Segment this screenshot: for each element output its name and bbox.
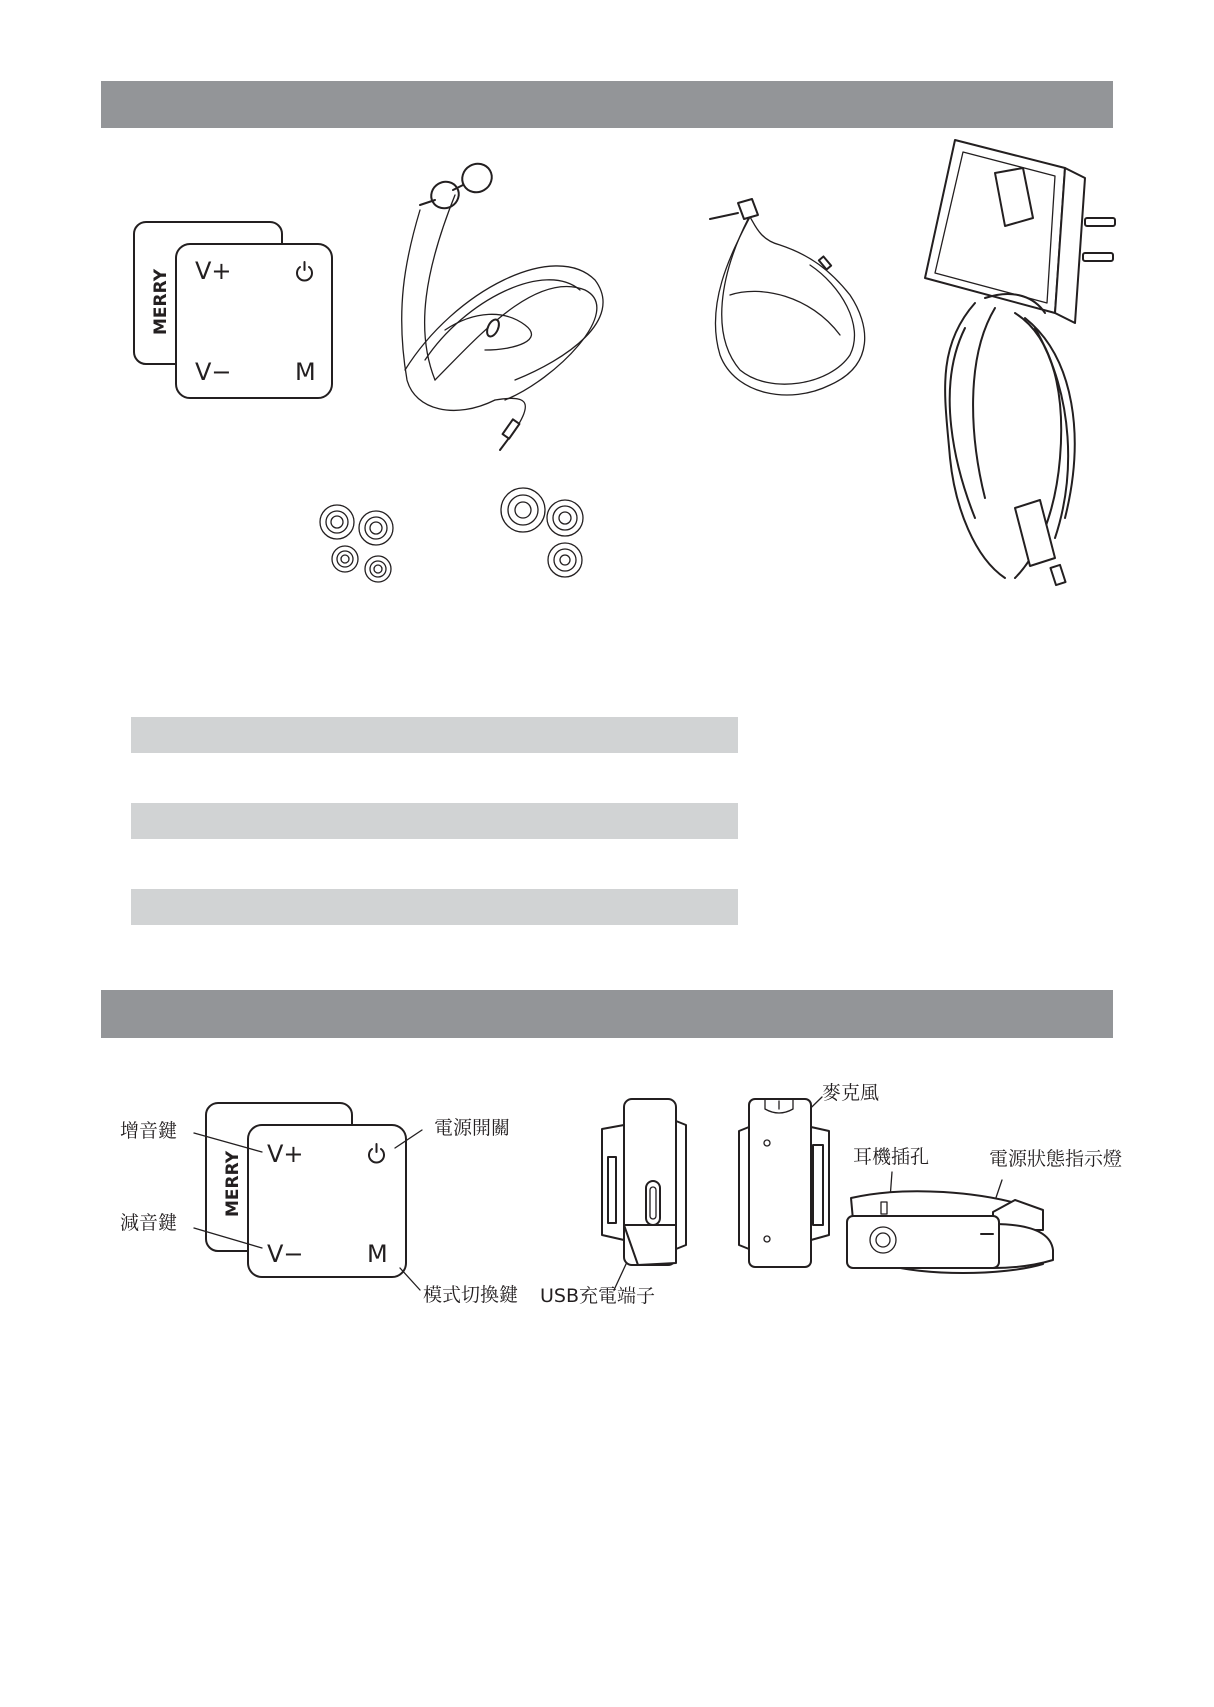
remote-brand-label: MERRY — [151, 268, 171, 335]
remote-top-jack-led-diagram — [843, 1180, 1058, 1276]
remote-back-mic-diagram — [735, 1095, 835, 1275]
mode-key-label: M — [295, 358, 316, 386]
callout-usb-charging-port: USB充電端子 — [540, 1285, 656, 1307]
vol-up-key-label: V+ — [267, 1140, 304, 1168]
vol-down-key-label: V− — [267, 1240, 304, 1268]
callout-power-status-led: 電源狀態指示燈 — [989, 1148, 1123, 1170]
mode-key-label: M — [367, 1240, 388, 1268]
callout-earphone-jack: 耳機插孔 — [853, 1146, 930, 1168]
callout-power-switch: 電源開關 — [434, 1117, 511, 1139]
vol-down-key-label: V− — [195, 358, 232, 386]
callout-vol-down-key: 減音鍵 — [120, 1212, 178, 1234]
callout-vol-up-key: 增音鍵 — [120, 1120, 178, 1142]
callout-microphone: 麥克風 — [822, 1082, 880, 1104]
remote-side-usb-diagram — [598, 1095, 698, 1275]
remote-brand-label: MERRY — [223, 1150, 243, 1217]
vol-up-key-label: V+ — [195, 257, 232, 285]
callout-mode-switch-key: 模式切換鍵 — [423, 1284, 519, 1306]
